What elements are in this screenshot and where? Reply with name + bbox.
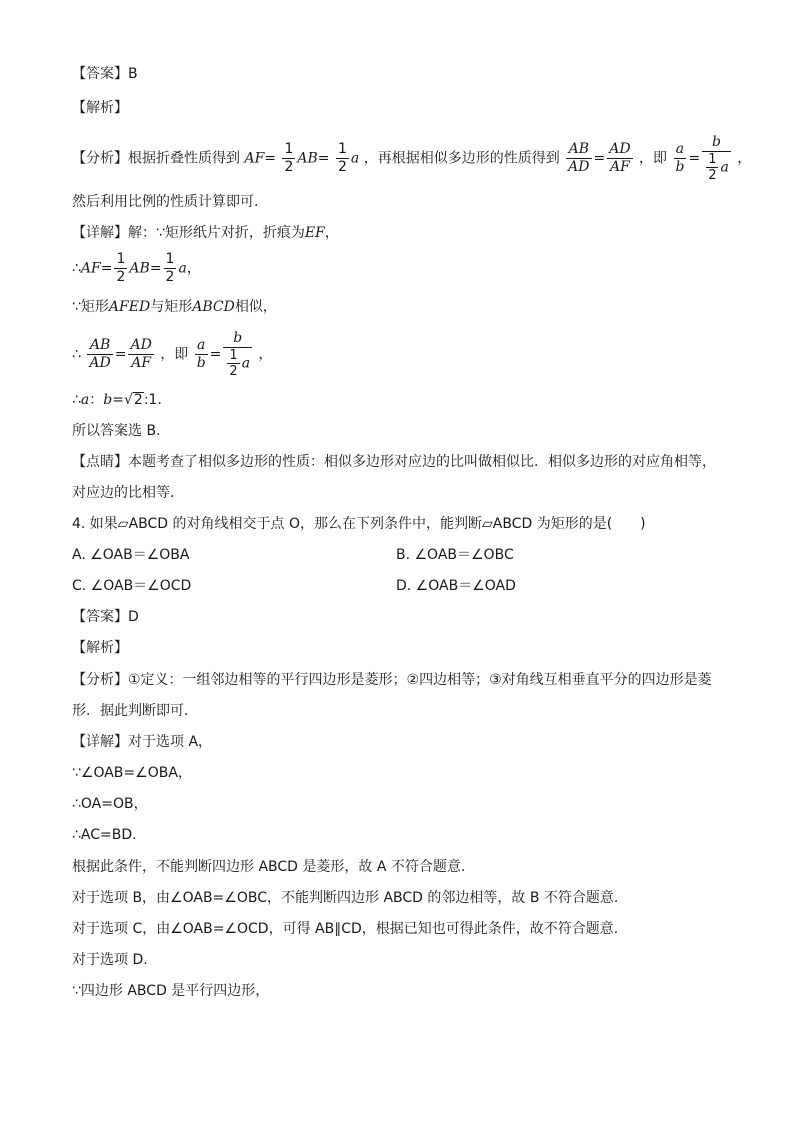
q3-dianjing-line1: 【点睛】本题考查了相似多边形的性质：相似多边形对应边的比叫做相似比．相似多边形的对应角相等， <box>72 454 716 470</box>
fraction-half: $\frac{1}{2}$ <box>116 251 126 285</box>
q4-option-a: A. ∠OAB＝∠OBA <box>72 547 190 563</box>
q4-detail-line: 对于选项 B，由∠OAB=∠OBC，不能判断四边形 ABCD 的邻边相等，故 B 不符合题意. <box>72 890 619 906</box>
q3-fenxi-line: 【分析】根据折叠性质得到 AF= $\frac{1}{2}$ AB= $\frac{1}{2}$ a ，再根据相似多边形的性质得到 $\frac{AB}{AD}$ = $\frac{AD}{AF}$ ，即 $\frac{a}{b}$ = b $\frac{1}{2}$ a ， <box>72 134 752 183</box>
eq-sign: = <box>264 150 277 167</box>
q3-answer: 【答案】B <box>72 66 138 82</box>
fenxi-mid: ，再根据相似多边形的性质得到 <box>363 150 560 167</box>
q3-detail-line6: 所以答案选 B. <box>72 423 161 439</box>
q4-detail-line: ∴OA=OB， <box>72 796 148 812</box>
sqrt-sign: √ <box>123 392 133 408</box>
q3-detail-line1: 【详解】解：∵矩形纸片对折，折痕为EF， <box>72 225 339 241</box>
q4-detail-line: ∴AC=BD. <box>72 827 137 843</box>
fraction-ab-ad: $\frac{AB}{AD}$ <box>568 141 590 175</box>
q4-stem: 4. 如果▱ABCD 的对角线相交于点 O，那么在下列条件中，能判断▱ABCD 为矩形的是( ) <box>72 516 646 532</box>
fraction-a-b: $\frac{a}{b}$ <box>196 337 206 371</box>
fraction-half: $\frac{1}{2}$ <box>284 141 294 175</box>
q4-answer: 【答案】D <box>72 609 139 625</box>
q4-fenxi-line2: 形．据此判断即可． <box>72 703 198 719</box>
q3-detail-line2: ∴AF= $\frac{1}{2}$ AB= $\frac{1}{2}$ a， <box>72 251 201 285</box>
q4-detail-line: 根据此条件，不能判断四边形 ABCD 是菱形，故 A 不符合题意. <box>72 859 466 875</box>
fenxi-ji: ，即 <box>639 150 668 167</box>
q4-detail-line: 【详解】对于选项 A， <box>72 734 213 750</box>
var-af: AF <box>244 150 265 167</box>
fraction-b-half-a: b $\frac{1}{2}$ a <box>223 330 252 379</box>
q4-detail-line: 对于选项 C，由∠OAB=∠OCD，可得 AB∥CD，根据已知也可得此条件，故不符合题意. <box>72 921 619 937</box>
q4-detail-line: ∵四边形 ABCD 是平行四边形， <box>72 983 270 999</box>
q3-analysis-label: 【解析】 <box>72 100 128 116</box>
q3-detail-line3: ∵矩形AFED与矩形ABCD相似， <box>72 299 277 315</box>
q4-option-d: D. ∠OAB＝∠OAD <box>396 578 516 594</box>
fenxi-head: 【分析】根据折叠性质得到 <box>72 150 240 167</box>
fraction-half: $\frac{1}{2}$ <box>337 141 347 175</box>
q3-dianjing-line2: 对应边的比相等． <box>72 485 184 501</box>
fraction-ad-af: $\frac{AD}{AF}$ <box>130 337 152 371</box>
fraction-ad-af: $\frac{AD}{AF}$ <box>609 141 631 175</box>
q4-option-b: B. ∠OAB＝∠OBC <box>396 547 514 563</box>
fraction-ab-ad: $\frac{AB}{AD}$ <box>89 337 111 371</box>
var-a: a <box>350 150 360 167</box>
q4-detail-line: 对于选项 D. <box>72 952 148 968</box>
fraction-a-b: $\frac{a}{b}$ <box>675 141 685 175</box>
q4-analysis-label: 【解析】 <box>72 640 128 656</box>
q3-fenxi-line2: 然后利用比例的性质计算即可． <box>72 194 268 210</box>
q4-detail-line: ∵∠OAB=∠OBA， <box>72 765 192 781</box>
q4-option-c: C. ∠OAB＝∠OCD <box>72 578 192 594</box>
q4-fenxi-line1: 【分析】①定义：一组邻边相等的平行四边形是菱形；②四边相等；③对角线互相垂直平分的四边形是菱 <box>72 672 712 688</box>
fraction-b-half-a: b $\frac{1}{2}$ a <box>702 134 731 183</box>
var-ab: AB <box>297 150 318 167</box>
fraction-half: $\frac{1}{2}$ <box>165 251 175 285</box>
q3-detail-line4: ∴ $\frac{AB}{AD}$ = $\frac{AD}{AF}$ ，即 $\frac{a}{b}$ = b $\frac{1}{2}$ a ， <box>72 330 273 379</box>
q3-detail-line5: ∴a：b=√2:1． <box>72 392 172 408</box>
